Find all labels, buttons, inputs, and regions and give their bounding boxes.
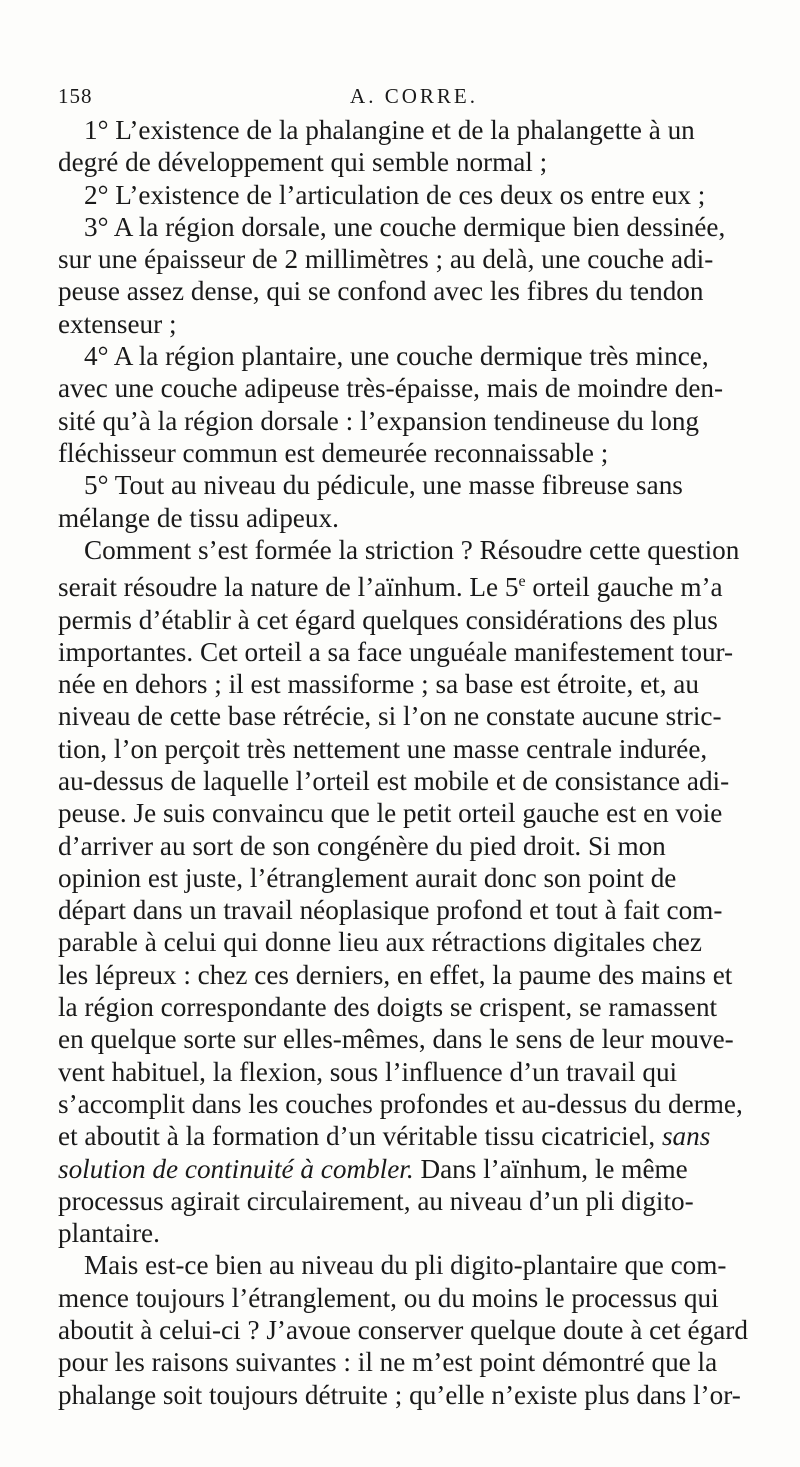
text-line: d’arriver au sort de son congénère du pied droit. Si mon	[58, 830, 666, 861]
text-line: départ dans un travail néoplasique profond et tout à fait com-	[58, 895, 723, 926]
paragraph-6	[58, 534, 770, 1250]
page-body	[58, 114, 770, 1411]
paragraph-3	[58, 211, 770, 340]
text-fragment: Dans l’aïnhum, le même	[413, 1153, 688, 1184]
text-line: opinion est juste, l’étranglement aurait donc son point de	[58, 862, 677, 893]
text-line: aboutit à celui-ci ? J’avoue conserver quelque doute à cet égard	[58, 1315, 748, 1346]
text-line: peuse. Je suis convaincu que le petit orteil gauche est en voie	[58, 798, 723, 829]
text-line: 4° A la région plantaire, une couche dermique très mince,	[84, 341, 709, 372]
text-line: mélange de tissu adipeux.	[58, 502, 339, 533]
paragraph-7	[58, 1249, 770, 1410]
paragraph-5	[58, 469, 770, 534]
text-line: avec une couche adipeuse très-épaisse, mais de moindre den-	[58, 373, 724, 404]
text-line: phalange soit toujours détruite ; qu’elle n’existe plus dans l’or-	[58, 1379, 741, 1410]
italic-phrase: solution de continuité à combler.	[58, 1153, 414, 1184]
paragraph-2	[58, 179, 770, 211]
text-line: 3° A la région dorsale, une couche dermique bien dessinée,	[84, 211, 726, 242]
text-line: vent habituel, la flexion, sous l’influence d’un travail qui	[58, 1056, 678, 1087]
text-line: mence toujours l’étranglement, ou du moins le processus qui	[58, 1282, 719, 1313]
text-line: les lépreux : chez ces derniers, en effet, la paume des mains et	[58, 959, 733, 990]
text-line: 1° L’existence de la phalangine et de la phalangette à un	[84, 115, 695, 145]
page-number: 158	[58, 84, 93, 108]
text-line: pour les raisons suivantes : il ne m’est point démontré que la	[58, 1347, 718, 1378]
text-line: parable à celui qui donne lieu aux rétractions digitales chez	[58, 927, 702, 958]
text-line: importantes. Cet orteil a sa face unguéale manifestement tour-	[58, 636, 734, 667]
running-header	[58, 84, 770, 114]
text-line: fléchisseur commun est demeurée reconnaissable ;	[58, 437, 609, 468]
text-line: 5° Tout au niveau du pédicule, une masse fibreuse sans	[84, 470, 683, 501]
text-line: degré de développement qui semble normal ;	[58, 147, 548, 178]
text-line: niveau de cette base rétrécie, si l’on ne constate aucune stric-	[58, 701, 722, 732]
text-line: en quelque sorte sur elles-mêmes, dans le sens de leur mouve-	[58, 1024, 734, 1055]
text-line: extenseur ;	[58, 308, 177, 339]
text-line: tion, l’on perçoit très nettement une masse centrale indurée,	[58, 733, 708, 764]
italic-word: sans	[661, 1121, 711, 1152]
text-line: Mais est-ce bien au niveau du pli digito-plantaire que com-	[84, 1250, 727, 1281]
text-line: Comment s’est formée la striction ? Résoudre cette question	[84, 534, 740, 565]
text-line: née en dehors ; il est massiforme ; sa base est étroite, et, au	[58, 669, 699, 700]
text-line: s’accomplit dans les couches profondes et au-dessus du derme,	[58, 1088, 743, 1119]
text-fragment: et aboutit à la formation d’un véritable tissu cicatriciel,	[58, 1121, 662, 1152]
text-line: au-dessus de laquelle l’orteil est mobile et de consistance adi-	[58, 766, 730, 796]
text-line-with-italic	[58, 1120, 770, 1152]
paragraph-4	[58, 340, 770, 469]
text-line: processus agirait circulairement, au niveau d’un pli digito-	[58, 1185, 694, 1216]
text-line: serait résoudre la nature de l’aïnhum. Le 5e orteil gauche m’a	[58, 572, 723, 603]
text-line: plantaire.	[58, 1218, 160, 1249]
text-line-italic-start	[58, 1153, 770, 1185]
paragraph-1	[58, 114, 770, 179]
text-line: sur une épaisseur de 2 millimètres ; au delà, une couche adi-	[58, 244, 714, 275]
text-line: permis d’établir à cet égard quelques considérations des plus	[58, 604, 718, 635]
text-line: la région correspondante des doigts se crispent, se ramassent	[58, 992, 718, 1023]
text-line: sité qu’à la région dorsale : l’expansion tendineuse du long	[58, 405, 700, 436]
text-line: peuse assez dense, qui se confond avec les fibres du tendon	[58, 276, 704, 307]
running-title-author: A. CORRE.	[350, 84, 478, 108]
text-line: 2° L’existence de l’articulation de ces deux os entre eux ;	[84, 179, 706, 210]
superscript-e: e	[518, 573, 526, 591]
